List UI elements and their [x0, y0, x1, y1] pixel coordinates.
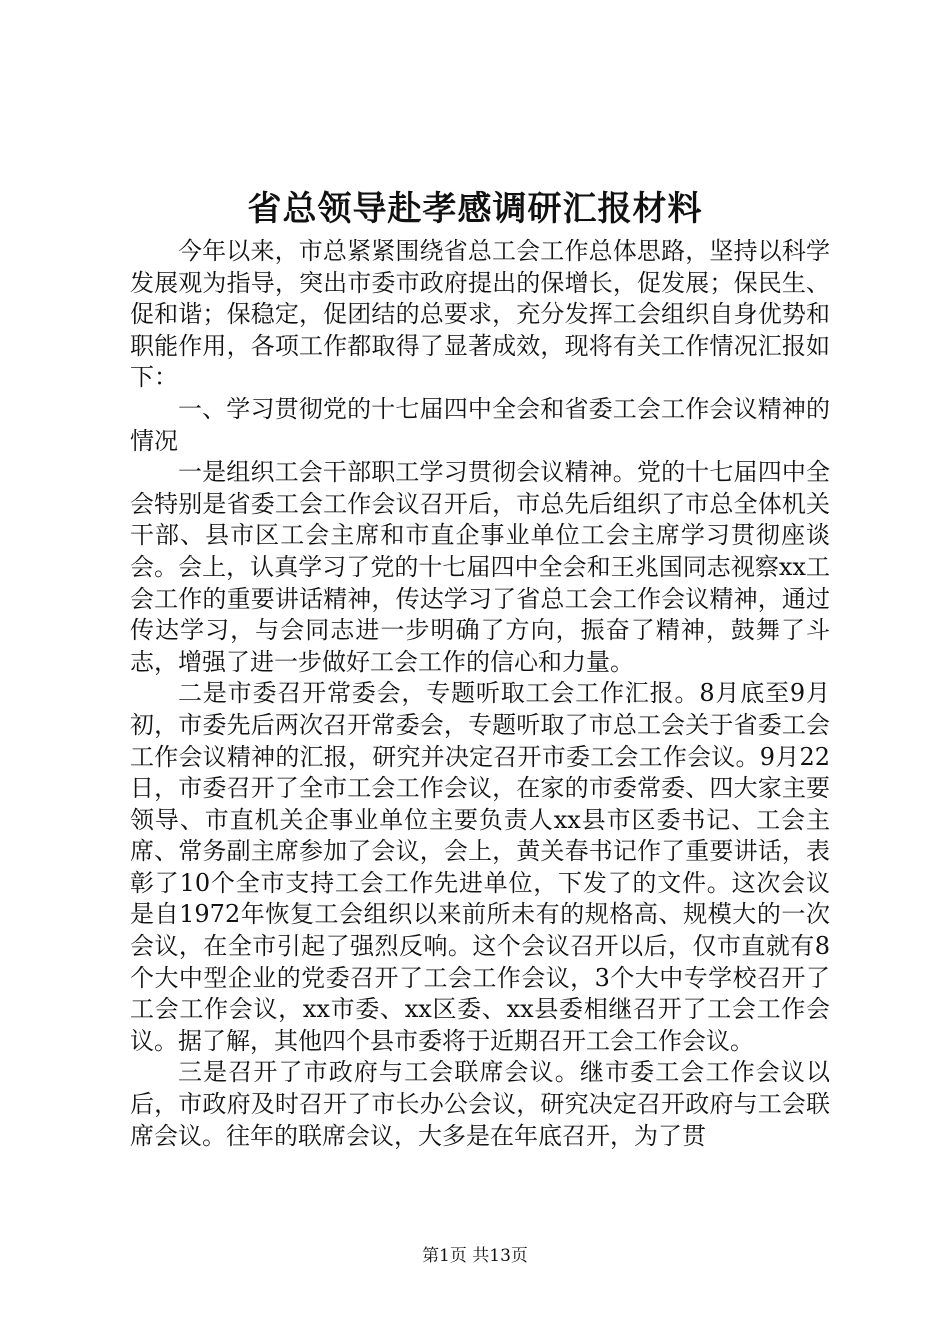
document-body: [130, 236, 830, 1152]
paragraph-intro: 今年以来，市总紧紧围绕省总工会工作总体思路，坚持以科学发展观为指导，突出市委市政府提出的保增长，促发展；保民生、促和谐；保稳定，促团结的总要求，充分发挥工会组织自身优势和职能作用，各项工作都取得了显著成效，现将有关工作情况汇报如下：: [130, 237, 830, 392]
paragraph-item-two: 二是市委召开常委会，专题听取工会工作汇报。8月底至9月初，市委先后两次召开常委会，专题听取了市总工会关于省委工会工作会议精神的汇报，研究并决定召开市委工会工作会议。9月22日，市委召开了全市工会工作会议，在家的市委常委、四大家主要领导、市直机关企事业单位主要负责人xx县市区委书记、工会主席、常务副主席参加了会议，会上，黄关春书记作了重要讲话，表彰了10个全市支持工会工作先进单位，下发了的文件。这次会议是自1972年恢复工会组织以来前所未有的规格高、规模大的一次会议，在全市引起了强烈反响。这个会议召开以后，仅市直就有8个大中型企业的党委召开了工会工作会议，3个大中专学校召开了工会工作会议，xx市委、xx区委、xx县委相继召开了工会工作会议。据了解，其他四个县市委将于近期召开工会工作会议。: [130, 679, 830, 1055]
paragraph-item-three: 三是召开了市政府与工会联席会议。继市委工会工作会议以后，市政府及时召开了市长办公会议，研究决定召开政府与工会联席会议。往年的联席会议，大多是在年底召开，为了贯: [130, 1058, 830, 1150]
paragraph-item-one: 一是组织工会干部职工学习贯彻会议精神。党的十七届四中全会特别是省委工会工作会议召开后，市总先后组织了市总全体机关干部、县市区工会主席和市直企事业单位工会主席学习贯彻座谈会。会上，认真学习了党的十七届四中全会和王兆国同志视察xx工会工作的重要讲话精神，传达学习了省总工会工作会议精神，通过传达学习，与会同志进一步明确了方向，振奋了精神，鼓舞了斗志，增强了进一步做好工会工作的信心和力量。: [130, 458, 830, 676]
page-number-footer: 第1页 共13页: [422, 1246, 528, 1266]
paragraph-section-heading: 一、学习贯彻党的十七届四中全会和省委工会工作会议精神的情况: [130, 394, 830, 455]
document-title: 省总领导赴孝感调研汇报材料: [247, 189, 703, 229]
